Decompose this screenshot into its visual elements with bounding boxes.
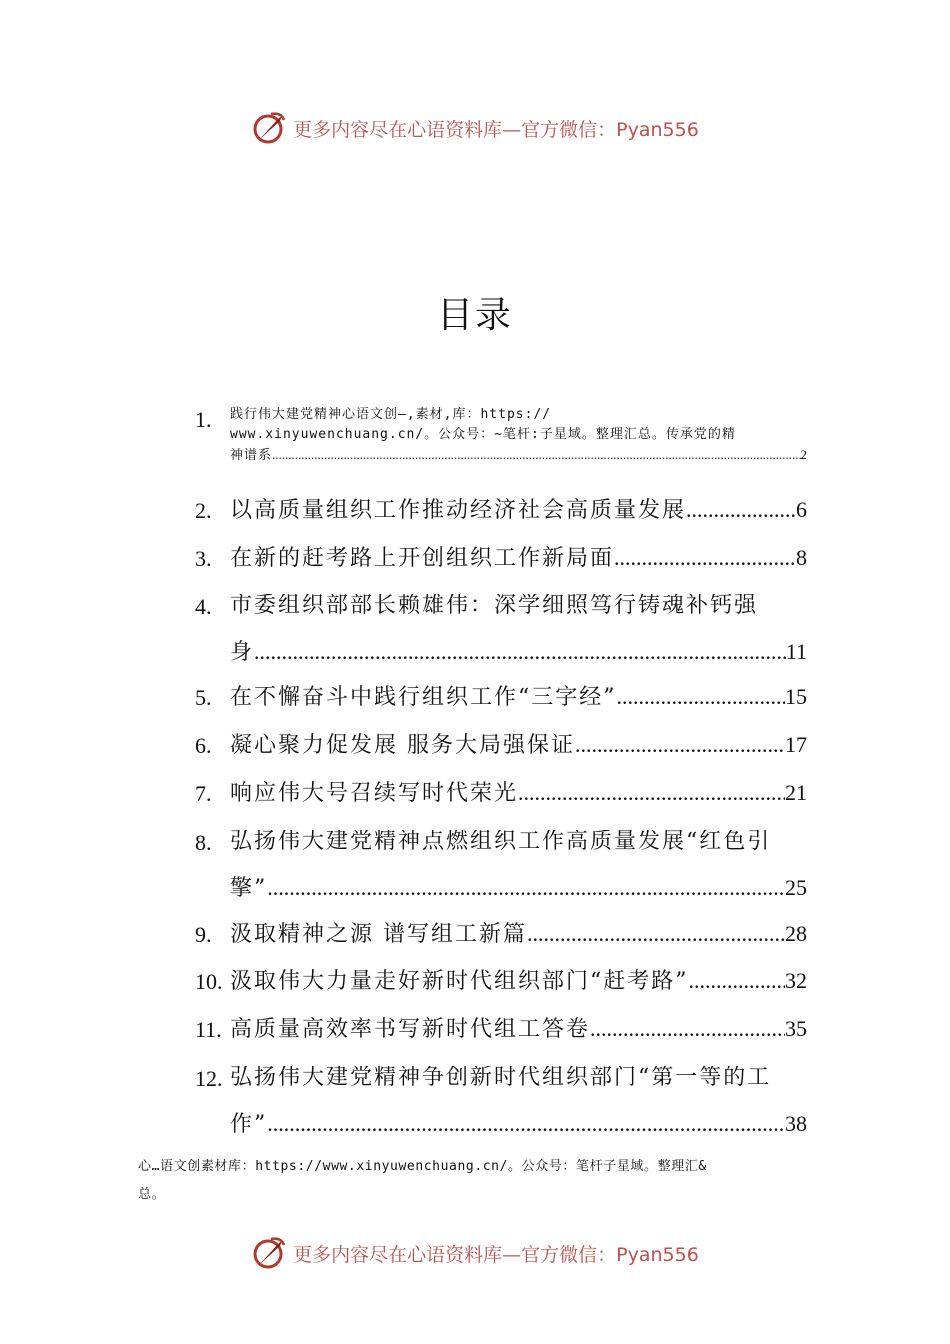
toc-entry-leader-line: [230, 498, 807, 522]
toc-entry-number: 9.: [195, 922, 212, 947]
toc-entry-title: 在新的赶考路上开创组织工作新局面: [230, 546, 615, 570]
footnote: [138, 1153, 818, 1209]
toc-entry-title: 汲取精神之源 谱写组工新篇: [230, 922, 527, 946]
toc-entry-leader-line: [230, 546, 807, 570]
toc-entry-leader-line: [230, 445, 807, 465]
toc-entry-number: 2.: [195, 498, 212, 523]
dot-leader: [686, 498, 796, 522]
toc-entry-number: 4.: [195, 594, 212, 619]
toc-entry-leader-line: [230, 969, 807, 993]
pen-nib-circle-icon: [251, 1235, 287, 1271]
toc-entry[interactable]: [195, 594, 807, 664]
toc-entry[interactable]: [195, 830, 807, 900]
toc-entry-title: 高质量高效率书写新时代组工答卷: [230, 1017, 591, 1041]
toc-entry-title: 作”: [230, 1112, 268, 1136]
toc-entry-leader-line: [230, 781, 807, 805]
toc-entry-number: 6.: [195, 733, 212, 758]
toc-entry-number: 3.: [195, 546, 212, 571]
dot-leader: [527, 922, 785, 946]
toc-entry-title: 以高质量组织工作推动经济社会高质量发展: [230, 498, 687, 522]
toc-entry-page-number: 15: [785, 685, 807, 709]
toc-entry-page-number: 35: [785, 1017, 807, 1041]
toc-entry-number: 5.: [195, 685, 212, 710]
toc-entry-number: 7.: [195, 781, 212, 806]
toc-entry-leader-line: [230, 733, 807, 757]
page-title: 目录: [436, 295, 513, 336]
toc-entry-title: 响应伟大号召续写时代荣光: [230, 781, 519, 805]
dot-leader: [689, 969, 786, 993]
toc-entry-number: 10.: [195, 969, 223, 994]
footnote-line: 心…语文创素材库：https://www.xinyuwenchuang.cn/。公众号：笔杆子星域。整理汇&: [138, 1159, 707, 1174]
dot-leader: [590, 1017, 785, 1041]
banner-text: 更多内容尽在心语资料库—官方微信：Pyan556: [293, 1243, 699, 1266]
dot-leader: [518, 781, 785, 805]
toc-entry[interactable]: [195, 1017, 807, 1041]
toc-entry[interactable]: [195, 969, 807, 993]
toc-entry-leader-line: [230, 640, 807, 664]
toc-entry-title: 汲取伟大力量走好新时代组织部门“赶考路”: [230, 969, 689, 993]
toc-entry-leader-line: [230, 1112, 807, 1136]
toc-entry[interactable]: [195, 405, 807, 465]
header-watermark-banner: [0, 108, 950, 148]
banner-text: 更多内容尽在心语资料库—官方微信：Pyan556: [293, 118, 699, 141]
footnote-line: 总。: [138, 1187, 166, 1202]
footer-watermark-banner: [0, 1233, 950, 1273]
toc-entry-page-number: 6: [796, 498, 807, 522]
toc-entry-page-number: 38: [785, 1112, 807, 1136]
toc-entry-title-line: 弘扬伟大建党精神点燃组织工作高质量发展“红色引: [230, 830, 772, 854]
pen-nib-circle-icon: [251, 110, 287, 146]
toc-entry-leader-line: [230, 922, 807, 946]
toc-entry-title-line: 弘扬伟大建党精神争创新时代组织部门“第一等的工: [230, 1066, 772, 1090]
dot-leader: [272, 445, 800, 465]
toc-entry-number: 12.: [195, 1066, 223, 1091]
toc-entry-page-number: 28: [785, 922, 807, 946]
toc-entry[interactable]: [195, 498, 807, 522]
toc-entry-title: 神谱系: [230, 448, 273, 463]
dot-leader: [267, 1112, 785, 1136]
dot-leader: [614, 546, 796, 570]
toc-entry[interactable]: [195, 922, 807, 946]
toc-entry-title-line: 践行伟大建党精神心语文创—,素材,库：https://: [230, 407, 552, 422]
toc-entry-leader-line: [230, 1017, 807, 1041]
toc-entry[interactable]: [195, 546, 807, 570]
dot-leader: [617, 685, 786, 709]
toc-entry[interactable]: [195, 781, 807, 805]
toc-entry[interactable]: [195, 1066, 807, 1136]
toc-entry-number: 8.: [195, 830, 212, 855]
toc-entry[interactable]: [195, 685, 807, 709]
toc-entry-page-number: 17: [785, 733, 807, 757]
toc-entry-page-number: 21: [785, 781, 807, 805]
toc-entry-title: 在不懈奋斗中践行组织工作“三字经”: [230, 685, 617, 709]
toc-entry-page-number: 8: [796, 546, 807, 570]
toc-entry-page-number: 11: [785, 640, 807, 664]
dot-leader: [267, 876, 785, 900]
toc-entry-page-number: 25: [785, 876, 807, 900]
dot-leader: [254, 640, 786, 664]
toc-entry-title-line: www.xinyuwenchuang.cn/。公众号：~笔杆:子星域。整理汇总。传承党的精: [230, 427, 736, 442]
toc-entry-leader-line: [230, 685, 807, 709]
toc-entry-page-number: 2: [800, 447, 807, 462]
toc-entry-title: 擎”: [230, 876, 268, 900]
toc-entry-title-line: 市委组织部部长赖雄伟：深学细照笃行铸魂补钙强: [230, 594, 759, 618]
toc-entry-title: 身: [230, 640, 255, 664]
toc-entry-number: 1.: [195, 407, 212, 432]
toc-entry[interactable]: [195, 733, 807, 757]
toc-entry-number: 11.: [195, 1017, 222, 1042]
dot-leader: [575, 733, 785, 757]
toc-entry-title: 凝心聚力促发展 服务大局强保证: [230, 733, 575, 757]
toc-entry-page-number: 32: [785, 969, 807, 993]
toc-entry-leader-line: [230, 876, 807, 900]
